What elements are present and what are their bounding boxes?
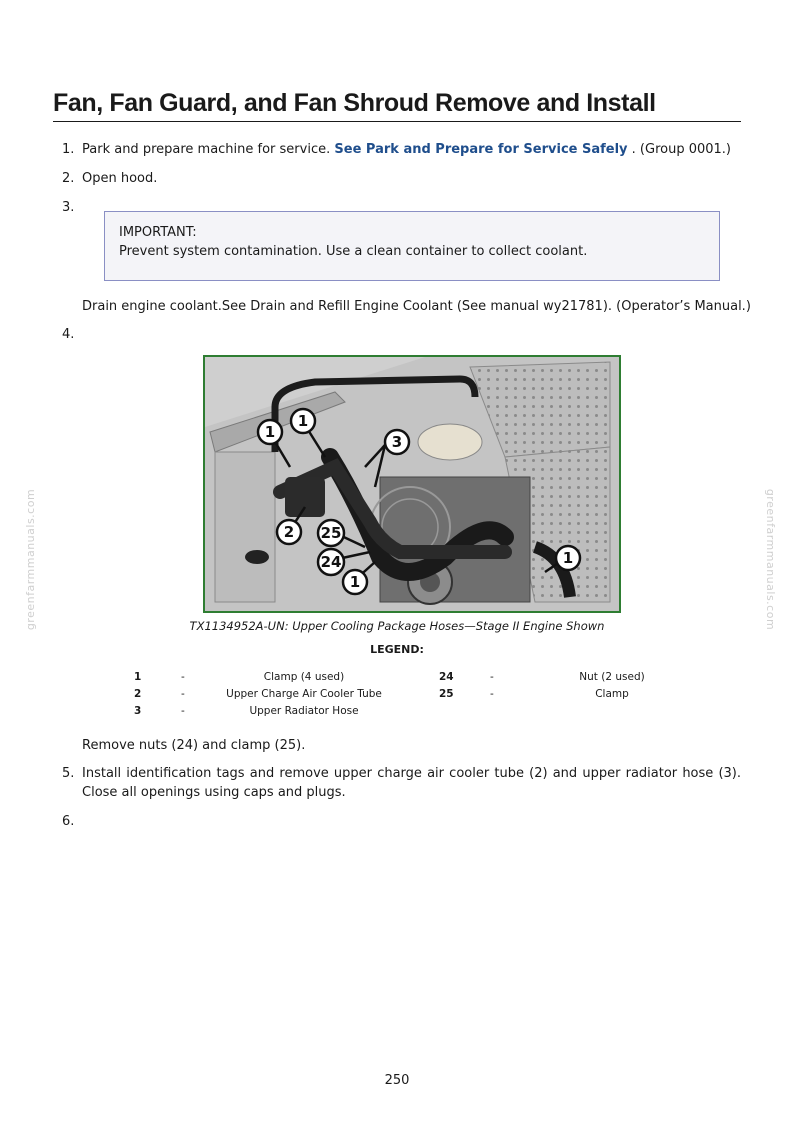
callout-1 <box>258 420 282 444</box>
legend-title: LEGEND: <box>370 643 424 656</box>
legend-dash: - <box>490 671 494 683</box>
step-2-text: Open hood. <box>82 171 158 186</box>
callout-24 <box>318 549 344 575</box>
legend-number: 3 <box>134 705 142 717</box>
step-number: 3. <box>62 200 75 215</box>
legend-description: Clamp <box>595 688 629 700</box>
legend-number: 1 <box>134 671 142 683</box>
legend-dash: - <box>490 688 494 700</box>
page-title: Fan, Fan Guard, and Fan Shroud Remove and Install <box>53 86 741 122</box>
callout-3 <box>385 430 409 454</box>
watermark-left: greenfarmmanuals.com <box>24 488 38 631</box>
step-number: 6. <box>62 814 75 829</box>
legend-description: Upper Charge Air Cooler Tube <box>226 688 382 700</box>
callout-25 <box>318 520 344 546</box>
svg-text:2: 2 <box>283 523 295 541</box>
step-text-suffix: . (Group 0001.) <box>631 142 732 157</box>
legend-number: 25 <box>439 688 454 700</box>
svg-text:25: 25 <box>320 524 342 542</box>
svg-text:1: 1 <box>562 549 574 567</box>
engine-hoses-illustration <box>205 357 619 611</box>
svg-text:1: 1 <box>297 412 309 430</box>
legend-description: Clamp (4 used) <box>263 671 345 683</box>
callout-1 <box>291 409 315 433</box>
step-text: Park and prepare machine for service. <box>82 142 331 157</box>
svg-text:24: 24 <box>320 553 342 571</box>
page-number: 250 <box>384 1073 410 1088</box>
step-number: 2. <box>62 171 75 186</box>
svg-text:1: 1 <box>264 423 276 441</box>
step-5-text: Install identification tags and remove upper charge air cooler tube (2) and upper radiator hose (3). Close all openings using caps and plugs. <box>82 766 741 800</box>
legend-dash: - <box>181 671 185 683</box>
legend-description: Nut (2 used) <box>579 671 645 683</box>
legend-dash: - <box>181 688 185 700</box>
important-heading: IMPORTANT: <box>119 225 197 240</box>
park-and-prepare-link[interactable]: See Park and Prepare for Service Safely <box>334 142 628 157</box>
svg-text:1: 1 <box>349 573 361 591</box>
legend-dash: - <box>181 705 185 717</box>
step-number: 1. <box>62 142 75 157</box>
important-text: Prevent system contamination. Use a clean container to collect coolant. <box>119 244 588 259</box>
svg-text:3: 3 <box>391 433 403 451</box>
engine-hoses-figure <box>203 355 621 613</box>
callout-1 <box>343 570 367 594</box>
legend-description: Upper Radiator Hose <box>249 705 359 717</box>
step-4-text: Remove nuts (24) and clamp (25). <box>82 738 306 753</box>
callout-2 <box>277 520 301 544</box>
legend-number: 2 <box>134 688 142 700</box>
figure-caption: TX1134952A-UN: Upper Cooling Package Hoses—Stage II Engine Shown <box>189 619 605 633</box>
step-3-text: Drain engine coolant.See Drain and Refill Engine Coolant (See manual wy21781). (Operator’s Manual.) <box>82 299 751 314</box>
watermark-right: greenfarmmanuals.com <box>764 488 778 631</box>
callout-1 <box>556 546 580 570</box>
step-1-text <box>82 140 731 159</box>
important-notice <box>104 211 720 281</box>
step-number: 5. <box>62 766 75 781</box>
legend-number: 24 <box>439 671 454 683</box>
step-number: 4. <box>62 327 75 342</box>
